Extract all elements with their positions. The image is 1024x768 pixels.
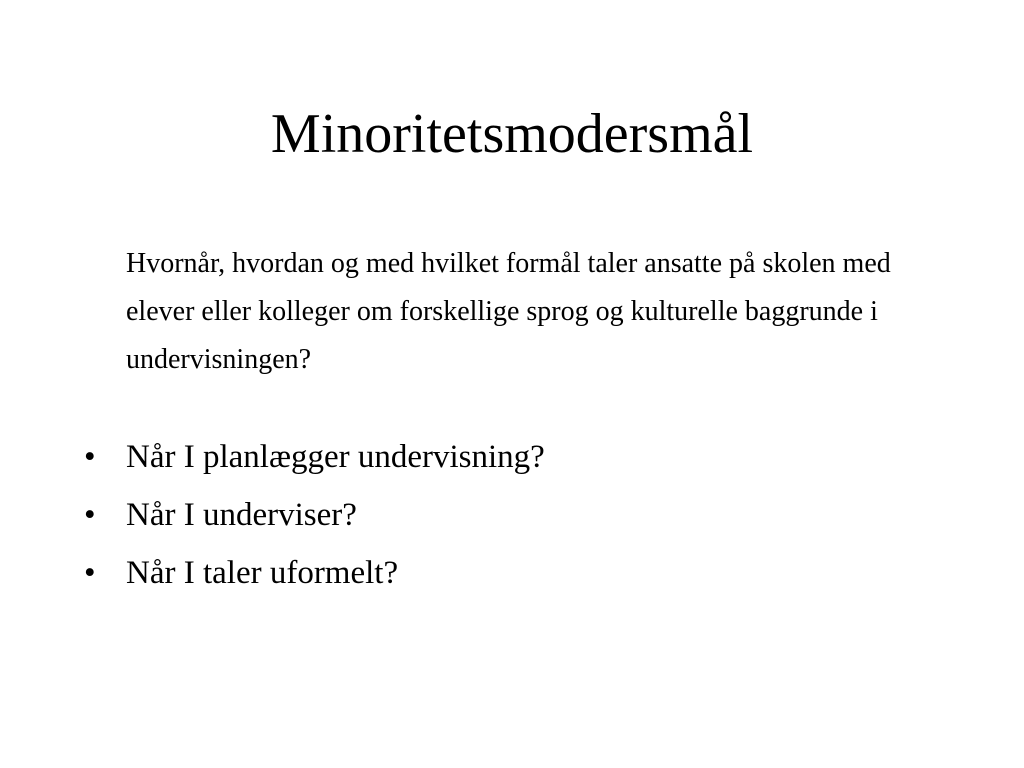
intro-paragraph: Hvornår, hvordan og med hvilket formål taler ansatte på skolen med elever eller kolleger om forskellige sprog og kulturelle baggrunde i undervisningen?: [126, 248, 891, 375]
bullet-text: Når I taler uformelt?: [126, 555, 399, 591]
bullet-list: [84, 428, 944, 602]
bullet-text: Når I underviser?: [126, 497, 357, 533]
slide-title: Minoritetsmodersmål: [270, 103, 754, 165]
bullet-marker: •: [84, 555, 96, 591]
bullet-item: [84, 544, 944, 602]
bullet-item: [84, 486, 944, 544]
bullet-item: [84, 428, 944, 486]
bullet-text: Når I planlægger undervisning?: [126, 439, 545, 475]
bullet-marker: •: [84, 497, 96, 533]
bullet-marker: •: [84, 439, 96, 475]
